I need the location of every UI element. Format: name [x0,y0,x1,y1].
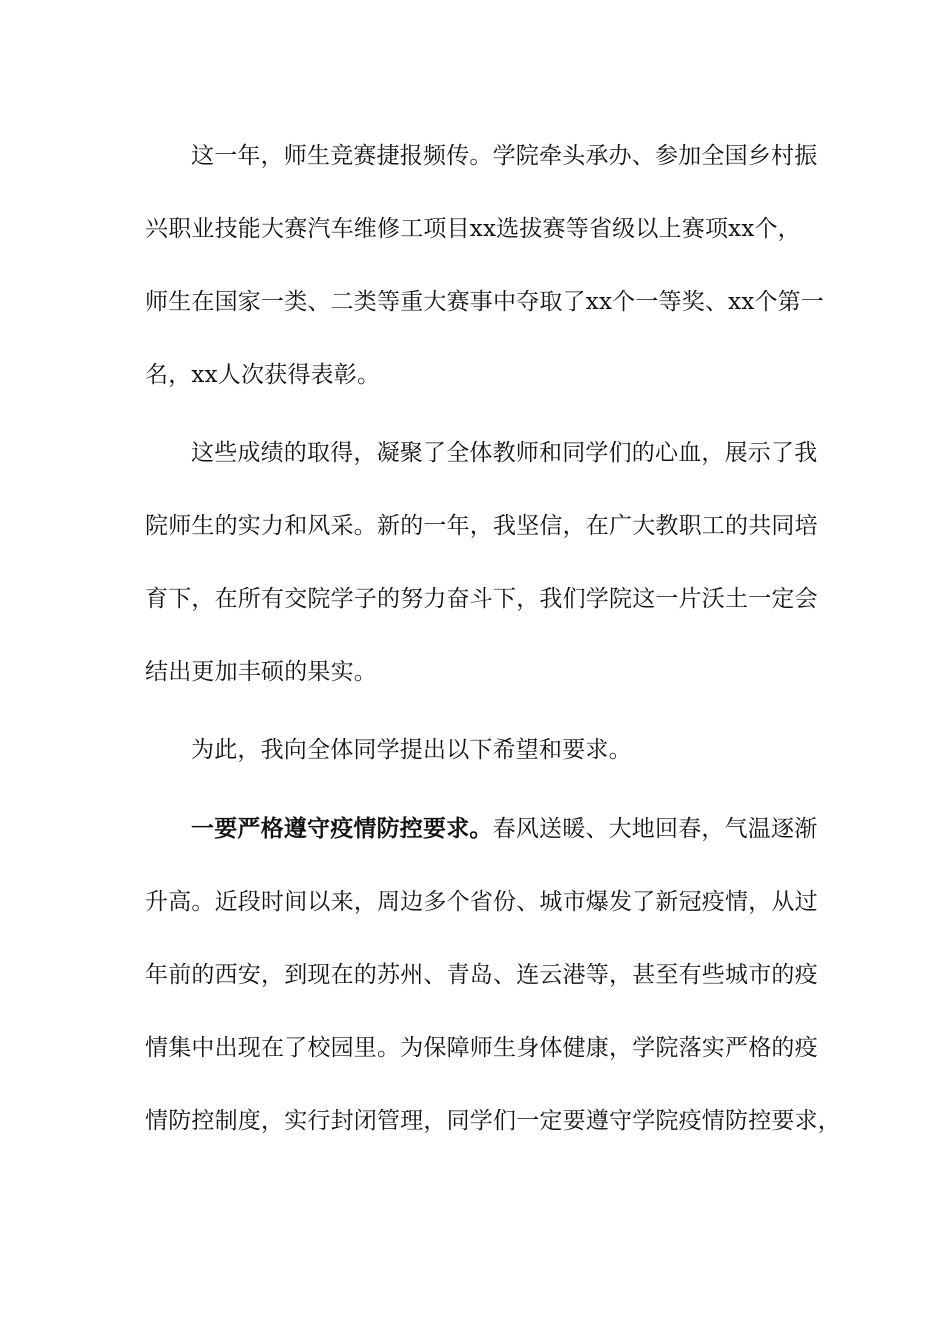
text-line: 兴职业技能大赛汽车维修工项目xx选拔赛等省级以上赛项xx个， [145,216,801,242]
text-line: 升高。近段时间以来，周边多个省份、城市爆发了新冠疫情，从过 [145,889,818,915]
document-body [145,120,841,1163]
text-line-rest: 春风送暖、大地回春，气温逐渐 [492,816,818,842]
text-line: 年前的西安，到现在的苏州、青岛、连云港等，甚至有些城市的疫 [145,962,818,988]
text-line [145,792,818,866]
text-line: 情防控制度，实行封闭管理，同学们一定要遵守学院疫情防控要求， [145,1108,841,1134]
text-line: 名，xx人次获得表彰。 [145,362,381,388]
bold-lead-heading: 一要严格遵守疫情防控要求。 [191,815,493,842]
paragraph-epidemic-control [145,792,841,1158]
text-line: 育下，在所有交院学子的努力奋斗下，我们学院这一片沃土一定会 [145,586,818,612]
text-line: 师生在国家一类、二类等重大赛事中夺取了xx个一等奖、xx个第一 [145,289,825,315]
paragraph-results [145,417,818,709]
text-line: 这一年，师生竞赛捷报频传。学院牵头承办、参加全国乡村振 [191,143,818,169]
paragraph-achievements [145,120,825,412]
paragraph-intro-requirements [145,714,805,787]
text-line: 这些成绩的取得，凝聚了全体教师和同学们的心血，展示了我 [191,440,818,466]
text-line: 结出更加丰硕的果实。 [145,659,377,685]
text-line: 为此，我向全体同学提出以下希望和要求。 [191,737,632,763]
text-line: 院师生的实力和风采。新的一年，我坚信，在广大教职工的共同培 [145,513,818,539]
text-line: 情集中出现在了校园里。为保障师生身体健康，学院落实严格的疫 [145,1035,818,1061]
